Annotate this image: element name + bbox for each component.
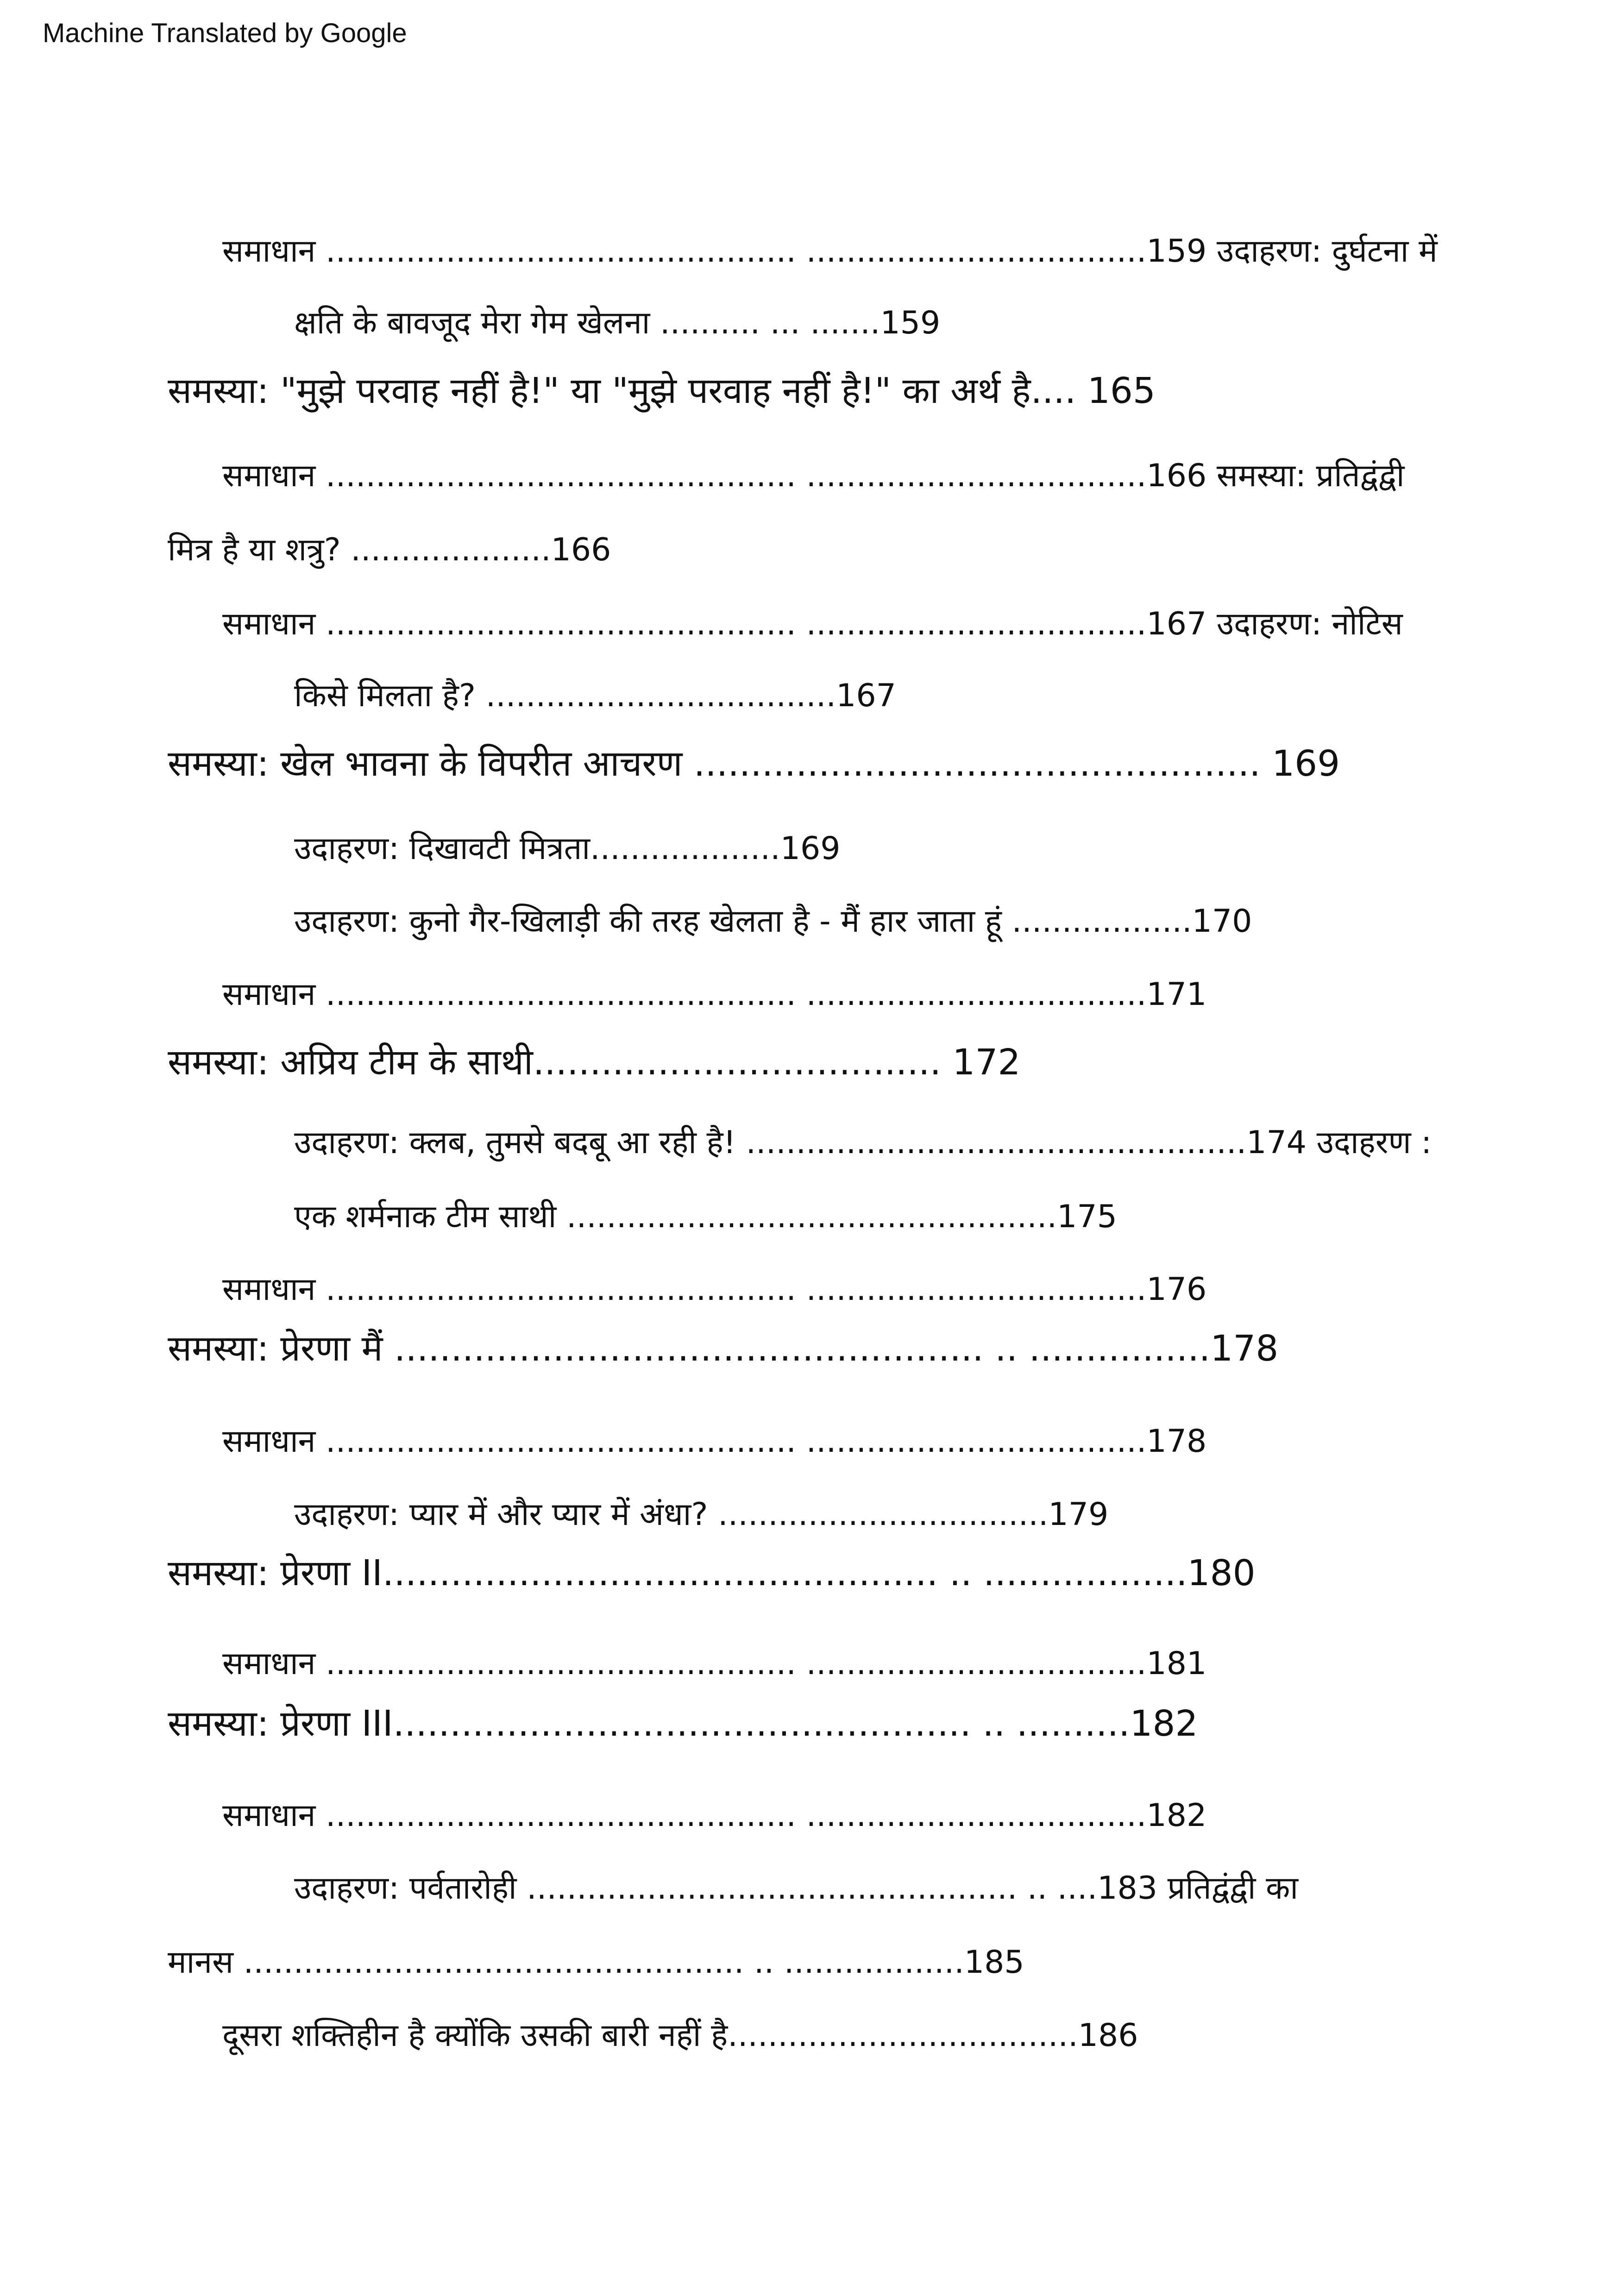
toc-entry-solution: समाधान ............................................... ..................................166 समस्या: प्रतिद्वंद्वी: [222, 458, 1405, 494]
toc-entry-example: उदाहरण: कुनो गैर-खिलाड़ी की तरह खेलता है - मैं हार जाता हूं ..................170: [294, 903, 1252, 940]
toc-entry-solution: समाधान ............................................... ..................................181: [222, 1645, 1207, 1682]
toc-entry-example: उदाहरण: प्यार में और प्यार में अंधा? .................................179: [294, 1496, 1109, 1533]
toc-entry-example: एक शर्मनाक टीम साथी .................................................175: [294, 1198, 1117, 1235]
translation-header-note: Machine Translated by Google: [43, 18, 407, 48]
toc-entry-example: क्षति के बावजूद मेरा गेम खेलना .......... ... .......159: [294, 305, 941, 341]
toc-entry-section: दूसरा शक्तिहीन है क्योंकि उसकी बारी नहीं है...................................186: [222, 2017, 1138, 2054]
toc-entry-example: उदाहरण: क्लब, तुमसे बदबू आ रही है! ..................................................174 उदाहरण :: [294, 1124, 1432, 1161]
toc-entry-problem: समस्या: "मुझे परवाह नहीं है!" या "मुझे परवाह नहीं है!" का अर्थ है.... 165: [168, 370, 1156, 412]
toc-entry-solution: समाधान ............................................... ..................................171: [222, 976, 1207, 1013]
toc-entry-problem: मित्र है या शत्रु? ....................166: [168, 532, 611, 568]
toc-entry-solution: समाधान ............................................... ..................................178: [222, 1423, 1207, 1460]
toc-entry-section: मानस .................................................. .. ..................185: [168, 1944, 1024, 1981]
toc-entry-solution: समाधान ............................................... ..................................176: [222, 1271, 1207, 1308]
toc-entry-solution: समाधान ............................................... ..................................159 उदाहरण: दुर्घटना में: [222, 233, 1438, 270]
toc-entry-example: उदाहरण: दिखावटी मित्रता...................169: [294, 830, 841, 867]
toc-entry-problem: समस्या: प्रेरणा मैं .................................................... .. ................178: [168, 1328, 1279, 1369]
toc-entry-example: किसे मिलता है? ...................................167: [294, 678, 896, 714]
toc-entry-problem: समस्या: प्रेरणा II................................................. .. ..................180: [168, 1553, 1256, 1594]
toc-entry-solution: समाधान ............................................... ..................................182: [222, 1797, 1207, 1834]
toc-entry-problem: समस्या: खेल भावना के विपरीत आचरण .................................................. 169: [168, 743, 1340, 784]
toc-entry-problem: समस्या: प्रेरणा III................................................... .. ..........182: [168, 1703, 1198, 1744]
toc-entry-problem: समस्या: अप्रिय टीम के साथी.................................... 172: [168, 1042, 1021, 1083]
toc-entry-example: उदाहरण: पर्वतारोही ................................................. .. ....183 प्रतिद्वंद्वी का: [294, 1870, 1298, 1907]
toc-entry-solution: समाधान ............................................... ..................................167 उदाहरण: नोटिस: [222, 606, 1403, 642]
